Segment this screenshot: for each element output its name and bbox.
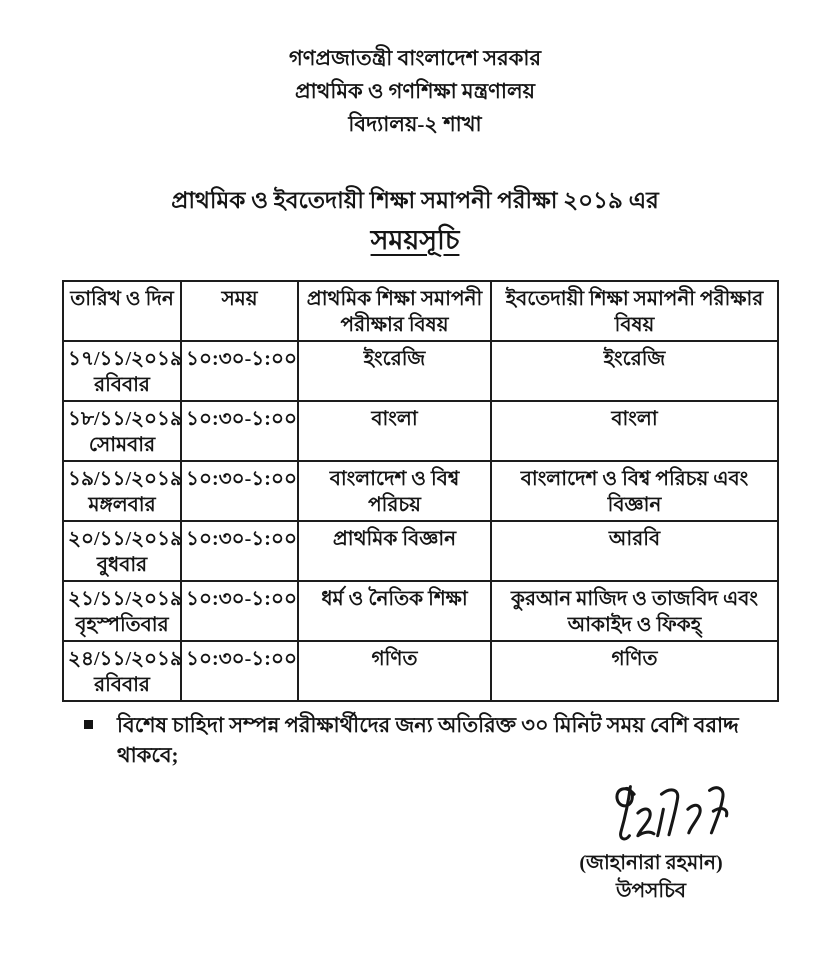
date-day-cell (63, 641, 184, 701)
exam-schedule-table (62, 280, 779, 702)
date-text: ২৪/১১/২০১৯ (68, 648, 184, 670)
time-cell: ১০:৩০-১:০০ (181, 581, 298, 641)
schedule-subtitle-text: সময়সূচি (370, 225, 460, 255)
date-day-cell (63, 341, 184, 401)
ebtedayee-subject-cell: গণিত (491, 641, 778, 701)
letterhead (0, 42, 830, 141)
day-text: বৃহস্পতিবার (75, 614, 169, 636)
ebtedayee-subject-cell: বাংলা (491, 401, 778, 461)
branch-name: বিদ্যালয়-২ শাখা (348, 112, 482, 136)
col-header-ebtedayee-subject: ইবতেদায়ী শিক্ষা সমাপনী পরীক্ষার বিষয় (491, 281, 778, 341)
table-row (63, 341, 778, 401)
table-row (63, 641, 778, 701)
exam-title: প্রাথমিক ও ইবতেদায়ী শিক্ষা সমাপনী পরীক্ষা ২০১৯ এর (171, 188, 659, 213)
col-header-time: সময় (181, 281, 298, 341)
day-text: রবিবার (94, 374, 150, 396)
time-cell: ১০:৩০-১:০০ (181, 521, 298, 581)
primary-subject-cell: ইংরেজি (298, 341, 491, 401)
date-day-cell (63, 581, 184, 641)
table-row (63, 461, 778, 521)
ministry-name: প্রাথমিক ও গণশিক্ষা মন্ত্রণালয় (295, 79, 535, 103)
time-cell: ১০:৩০-১:০০ (181, 641, 298, 701)
ebtedayee-subject-cell: কুরআন মাজিদ ও তাজবিদ এবং আকাইদ ও ফিকহ্ (491, 581, 778, 641)
signatory-designation: উপসচিব (615, 880, 686, 902)
day-text: সোমবার (88, 434, 156, 456)
schedule-subtitle (0, 220, 830, 265)
table-row (63, 401, 778, 461)
special-needs-note (84, 710, 784, 770)
government-name: গণপ্রজাতন্ত্রী বাংলাদেশ সরকার (288, 46, 542, 70)
primary-subject-cell: প্রাথমিক বিজ্ঞান (298, 521, 491, 581)
square-bullet-icon (84, 720, 93, 729)
date-text: ২০/১১/২০১৯ (68, 528, 184, 550)
day-text: মঙ্গলবার (88, 494, 156, 516)
primary-subject-cell: ধর্ম ও নৈতিক শিক্ষা (298, 581, 491, 641)
primary-subject-cell: গণিত (298, 641, 491, 701)
col-header-date-day: তারিখ ও দিন (63, 281, 181, 341)
time-cell: ১০:৩০-১:০০ (181, 401, 298, 461)
signature-block (545, 781, 757, 905)
ebtedayee-subject-cell: আরবি (491, 521, 778, 581)
date-text: ২১/১১/২০১৯ (68, 588, 184, 610)
time-cell: ১০:৩০-১:০০ (181, 461, 298, 521)
date-text: ১৯/১১/২০১৯ (68, 468, 183, 490)
date-day-cell (63, 521, 184, 581)
day-text: বুধবার (96, 554, 148, 576)
note-text: বিশেষ চাহিদা সম্পন্ন পরীক্ষার্থীদের জন্য অতিরিক্ত ৩০ মিনিট সময় বেশি বরাদ্দ থাকবে; (117, 713, 739, 767)
primary-subject-cell: বাংলা (298, 401, 491, 461)
time-cell: ১০:৩০-১:০০ (181, 341, 298, 401)
date-text: ১৭/১১/২০১৯ (68, 348, 184, 370)
date-day-cell (63, 461, 181, 521)
date-text: ১৮/১১/২০১৯ (68, 408, 183, 430)
signatory-name: (জাহানারা রহমান) (579, 852, 723, 874)
table-row (63, 581, 778, 641)
primary-subject-cell: বাংলাদেশ ও বিশ্ব পরিচয় (298, 461, 491, 521)
handwritten-signature-icon (603, 781, 735, 847)
ebtedayee-subject-cell: ইংরেজি (491, 341, 778, 401)
day-text: রবিবার (94, 674, 150, 696)
table-header-row (63, 281, 778, 341)
col-header-primary-subject: প্রাথমিক শিক্ষা সমাপনী পরীক্ষার বিষয় (298, 281, 491, 341)
table-row (63, 521, 778, 581)
date-day-cell (63, 401, 181, 461)
ebtedayee-subject-cell: বাংলাদেশ ও বিশ্ব পরিচয় এবং বিজ্ঞান (491, 461, 778, 521)
